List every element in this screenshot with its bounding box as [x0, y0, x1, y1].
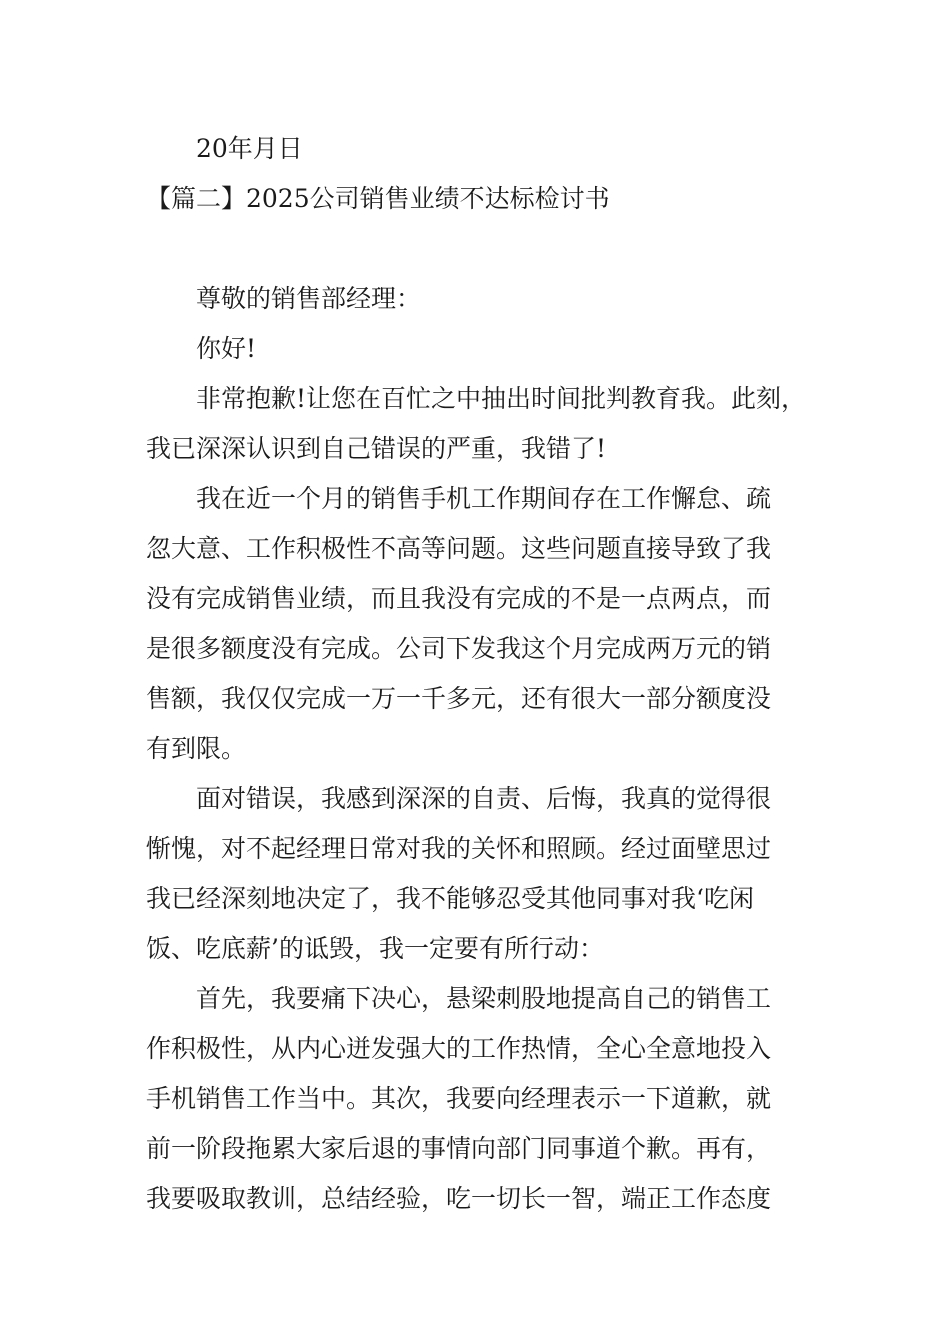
body-line: 我已深深认识到自己错误的严重，我错了!	[146, 434, 607, 463]
body-line: 首先，我要痛下决心，悬梁刺股地提高自己的销售工	[196, 984, 772, 1013]
body-line: 手机销售工作当中。其次，我要向经理表示一下道歉，就	[146, 1084, 772, 1113]
section-title: 【篇二】2025公司销售业绩不达标检讨书	[146, 184, 610, 213]
greeting: 你好!	[196, 334, 257, 363]
body-line: 有到限。	[146, 734, 247, 763]
body-line: 面对错误，我感到深深的自责、后悔，我真的觉得很	[196, 784, 772, 813]
body-line: 忽大意、工作积极性不高等问题。这些问题直接导致了我	[146, 534, 772, 563]
body-line: 饭、吃底薪’的诋毁，我一定要有所行动：	[146, 934, 604, 963]
body-line: 惭愧，对不起经理日常对我的关怀和照顾。经过面壁思过	[146, 834, 772, 863]
body-line: 没有完成销售业绩，而且我没有完成的不是一点两点，而	[146, 584, 772, 613]
salutation: 尊敬的销售部经理：	[196, 284, 422, 313]
body-line: 作积极性，从内心迸发强大的工作热情，全心全意地投入	[146, 1034, 772, 1063]
body-line: 非常抱歉!让您在百忙之中抽出时间批判教育我。此刻，	[196, 384, 807, 413]
body-line: 售额，我仅仅完成一万一千多元，还有很大一部分额度没	[146, 684, 772, 713]
date-line: 20年月日	[196, 134, 303, 163]
body-line: 我已经深刻地决定了，我不能够忍受其他同事对我‘吃闲	[146, 884, 754, 913]
body-line: 是很多额度没有完成。公司下发我这个月完成两万元的销	[146, 634, 772, 663]
body-line: 我在近一个月的销售手机工作期间存在工作懈怠、疏	[196, 484, 772, 513]
body-line: 我要吸取教训，总结经验，吃一切长一智，端正工作态度	[146, 1184, 772, 1213]
body-line: 前一阶段拖累大家后退的事情向部门同事道个歉。再有，	[146, 1134, 772, 1163]
